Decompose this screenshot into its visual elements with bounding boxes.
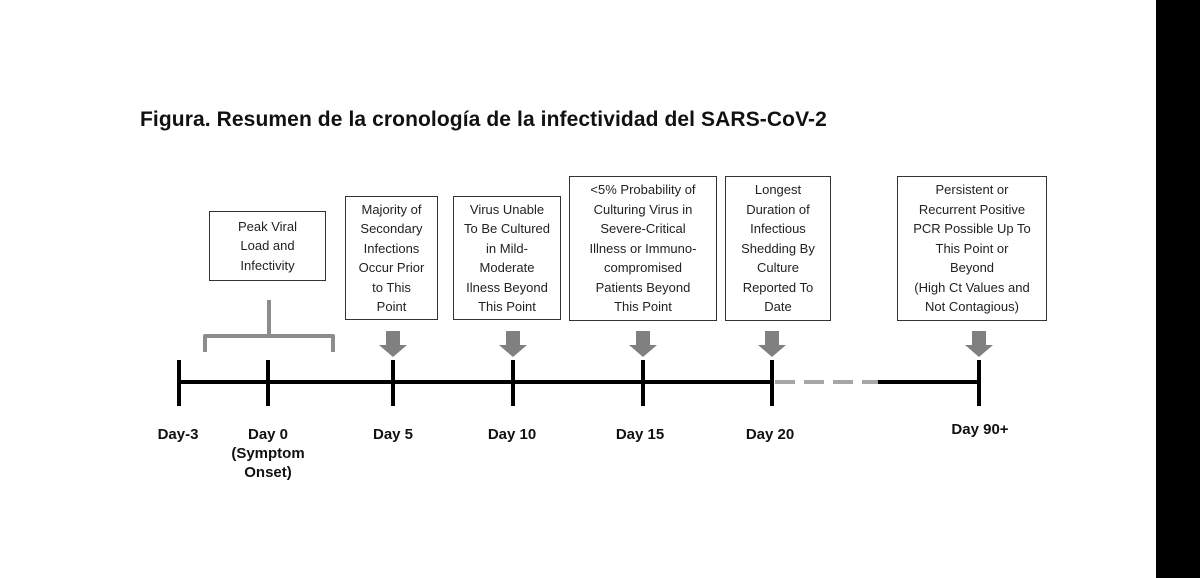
arrow-day90 — [965, 331, 993, 357]
label-day5: Day 5 — [372, 426, 414, 443]
figure-title: Figura. Resumen de la cronología de la infectividad del SARS-CoV-2 — [140, 108, 827, 131]
label-day-minus3: Day-3 — [157, 426, 199, 443]
arrow-day15 — [629, 331, 657, 357]
label-day10: Day 10 — [487, 426, 537, 443]
label-day90: Day 90+ — [951, 421, 1009, 438]
day5-box-text: Majority of Secondary Infections Occur Prior to This Point — [358, 201, 425, 314]
peak-viral-load-text: Peak Viral Load and Infectivity — [237, 218, 297, 273]
arrow-day10 — [499, 331, 527, 357]
label-day15: Day 15 — [615, 426, 665, 443]
day90-box-text: Persistent or Recurrent Positive PCR Possible Up To This Point or Beyond (High Ct Values and Not Contagious) — [913, 182, 1031, 315]
day10-box-text: Virus Unable To Be Cultured in Mild- Moderate Ilness Beyond This Point — [464, 201, 550, 314]
label-day0: Day 0 (Symptom Onset) — [231, 426, 305, 481]
arrow-day20 — [758, 331, 786, 357]
down-arrows — [379, 331, 993, 357]
day20-box-text: Longest Duration of Infectious Shedding By Culture Reported To Date — [741, 182, 815, 315]
peak-bracket — [205, 300, 333, 352]
arrow-day5 — [379, 331, 407, 357]
label-day20: Day 20 — [745, 426, 795, 443]
day15-box-text: <5% Probability of Culturing Virus in Severe-Critical Illness or Immuno- compromised Patients Beyond This Point — [589, 182, 697, 315]
